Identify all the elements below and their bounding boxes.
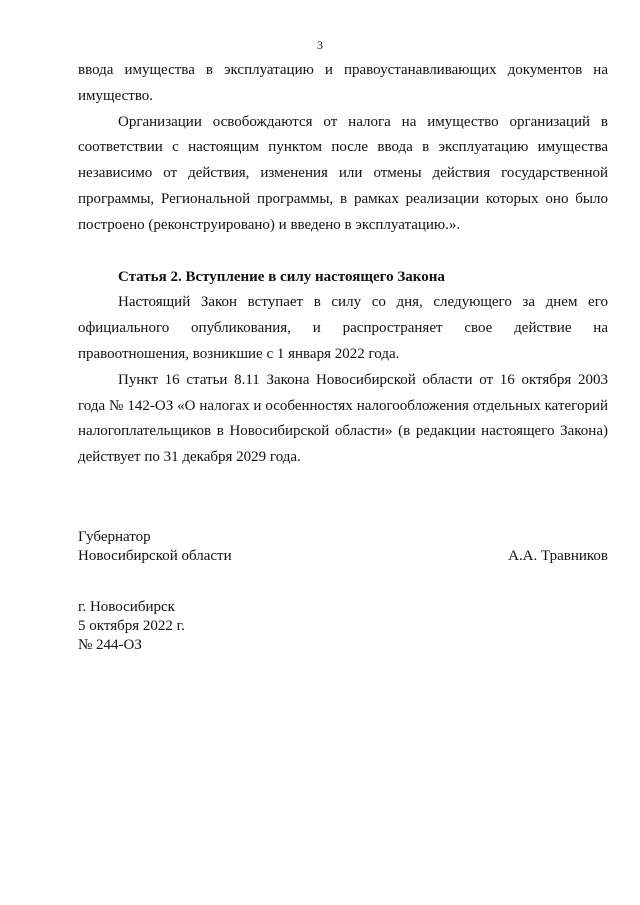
paragraph-effective-date: Настоящий Закон вступает в силу со дня, следующего за днем его официального опубликования, и распространяет свое действие на правоотношения, возникшие с 1 января 2022 года.: [78, 294, 608, 362]
law-date: 5 октября 2022 г.: [78, 618, 185, 634]
paragraph-exemption: Организации освобождаются от налога на имущество организаций в соответствии с настоящим пунктом после ввода в эксплуатацию имущества независимо от действия, изменения или отмены действия государственной программы, Региональной программы, в рамках реализации которых оно было построено (реконструировано) и введено в эксплуатацию.».: [78, 113, 608, 233]
paragraph-continuation: ввода имущества в эксплуатацию и правоустанавливающих документов на имущество.: [78, 62, 608, 104]
page-number: 3: [317, 38, 323, 52]
law-number: № 244-ОЗ: [78, 637, 142, 653]
signature-row: [78, 547, 608, 566]
document-body: [78, 58, 608, 471]
article-heading: Статья 2. Вступление в силу настоящего Закона: [118, 268, 445, 285]
place-city: г. Новосибирск: [78, 599, 175, 615]
paragraph-validity: Пункт 16 статьи 8.11 Закона Новосибирской области от 16 октября 2003 года № 142-ОЗ «О налогах и особенностях налогообложения отдельных категорий налогоплательщиков в Новосибирской области» (в редакции настоящего Закона) действует по 31 декабря 2029 года.: [78, 371, 608, 466]
signature-block: [78, 528, 608, 566]
signatory-title-line1: Губернатор: [78, 529, 151, 545]
section-gap: [78, 239, 608, 265]
signatory-title-line2: Новосибирской области: [78, 548, 232, 564]
signatory-name: А.А. Травников: [508, 548, 608, 564]
place-date-block: [78, 598, 185, 655]
